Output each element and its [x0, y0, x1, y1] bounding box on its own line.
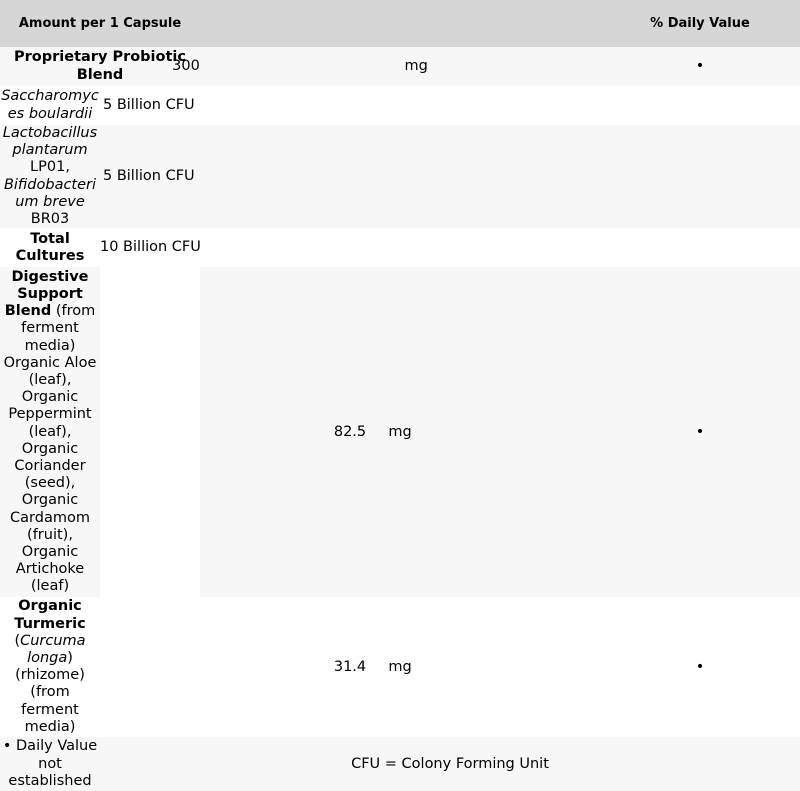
daily-value: • — [695, 57, 705, 74]
strain-code: BR03 — [30, 211, 70, 228]
ingredient-name — [0, 125, 100, 228]
ingredient-cfu: 5 Billion CFU — [103, 168, 195, 184]
unit-header — [200, 0, 600, 47]
blend-source: (from ferment media) — [21, 303, 96, 354]
daily-value — [600, 125, 800, 228]
ingredient-name — [0, 47, 200, 86]
unit-cell — [200, 125, 600, 228]
ingredient-amount: 31.4 — [333, 658, 367, 675]
ingredient-name-italic: Lactobacillus plantarum — [2, 125, 98, 159]
paren-open: ( — [14, 632, 21, 649]
proprietary-blend-name: Proprietary Probiotic Blend — [14, 49, 186, 83]
turmeric-name: Organic Turmeric — [14, 598, 86, 632]
ingredient-amount: 82.5 — [333, 423, 367, 440]
table-row — [0, 47, 800, 86]
daily-value: • — [695, 658, 705, 675]
unit-value: mg — [404, 57, 428, 74]
latin-name: Curcuma longa — [20, 632, 86, 667]
unit-cell — [200, 228, 600, 267]
ingredient-name — [0, 597, 100, 737]
amount-value: 300 — [172, 57, 200, 74]
ingredient-name-italic: Saccharomyces boulardii — [1, 88, 99, 122]
total-cultures-label: Total Cultures — [15, 230, 85, 264]
ingredient-name — [0, 228, 100, 267]
table-header-row — [0, 0, 800, 47]
ingredient-amount — [172, 47, 600, 86]
blend-ingredients: Organic Aloe (leaf), Organic Peppermint (leaf), Organic Coriander (seed), Organic Cardamom (fruit), Organic Artichoke (leaf) — [3, 354, 97, 595]
table-row — [0, 228, 800, 267]
table-row — [0, 267, 800, 597]
amount-per-serving-header: Amount per 1 Capsule — [18, 15, 182, 31]
daily-value — [600, 228, 800, 267]
table-footer-row — [0, 737, 800, 791]
table-row — [0, 125, 800, 228]
ingredient-name — [0, 86, 100, 125]
ingredient-cfu: 10 Billion CFU — [100, 239, 201, 256]
cfu-note: CFU = Colony Forming Unit — [351, 755, 549, 772]
unit-value: mg — [388, 658, 412, 675]
strain-code: LP01, — [30, 159, 70, 176]
paren-close: ) — [67, 650, 73, 667]
unit-cell — [200, 86, 600, 125]
ingredient-cfu: 5 Billion CFU — [103, 96, 195, 113]
table-row — [0, 597, 800, 737]
turmeric-source: (rhizome) (from ferment media) — [15, 667, 85, 735]
daily-value-header: % Daily Value — [650, 15, 750, 31]
daily-value — [600, 86, 800, 125]
daily-value-note: • Daily Value not established — [2, 738, 98, 789]
daily-value: • — [695, 423, 705, 440]
ingredient-name-italic: Bifidobacterium breve — [3, 176, 97, 210]
table-row — [0, 86, 800, 125]
ingredient-name — [0, 267, 100, 597]
unit-value: mg — [388, 423, 412, 440]
digestive-blend-name: Digestive Support Blend — [4, 268, 89, 320]
